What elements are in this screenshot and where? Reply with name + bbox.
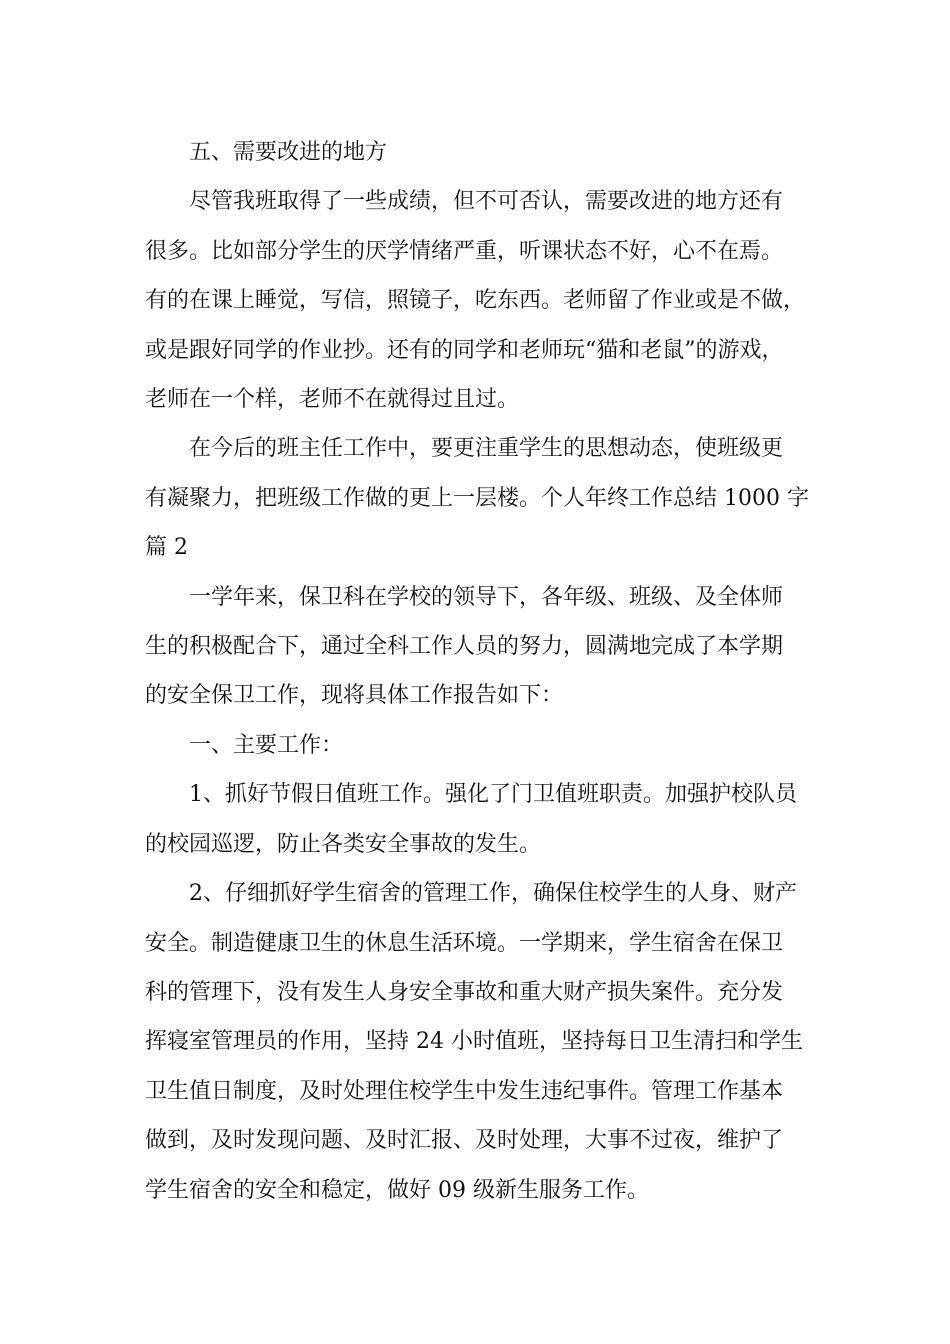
text-line: 1、抓好节假日值班工作。强化了门卫值班职责。加强护校队员 bbox=[189, 782, 797, 808]
text-line: 生的积极配合下，通过全科工作人员的努力，圆满地完成了本学期 bbox=[145, 634, 784, 660]
text-line: 安全。制造健康卫生的休息生活环境。一学期来，学生宿舍在保卫 bbox=[145, 930, 784, 956]
text-line: 篇 2 bbox=[145, 535, 188, 561]
section-heading-improvements bbox=[145, 128, 810, 177]
text-line: 有的在课上睡觉，写信，照镜子，吃东西。老师留了作业或是不做， bbox=[145, 288, 806, 314]
text-line: 老师在一个样，老师不在就得过且过。 bbox=[145, 387, 520, 413]
paragraph-item-2 bbox=[145, 869, 810, 1215]
text-line: 学生宿舍的安全和稳定，做好 09 级新生服务工作。 bbox=[145, 1177, 649, 1203]
text-line: 挥寝室管理员的作用，坚持 24 小时值班，坚持每日卫生清扫和学生 bbox=[145, 1029, 803, 1055]
text-line: 一学年来，保卫科在学校的领导下，各年级、班级、及全体师 bbox=[189, 584, 784, 610]
text-line: 一、主要工作： bbox=[189, 732, 344, 758]
text-line: 做到，及时发现问题、及时汇报、及时处理，大事不过夜，维护了 bbox=[145, 1128, 784, 1154]
text-line: 很多。比如部分学生的厌学情绪严重，听课状态不好，心不在焉。 bbox=[145, 238, 784, 264]
text-line: 或是跟好同学的作业抄。还有的同学和老师玩“猫和老鼠”的游戏， bbox=[145, 337, 784, 363]
paragraph-security-intro bbox=[145, 573, 810, 721]
section-heading-main-work bbox=[145, 721, 810, 770]
text-line: 五、需要改进的地方 bbox=[189, 140, 388, 165]
text-line: 科的管理下，没有发生人身安全事故和重大财产损失案件。充分发 bbox=[145, 979, 784, 1005]
text-line: 的安全保卫工作，现将具体工作报告如下： bbox=[145, 683, 564, 709]
paragraph-future-work bbox=[145, 424, 810, 572]
text-line: 的校园巡逻，防止各类安全事故的发生。 bbox=[145, 831, 542, 857]
text-line: 有凝聚力，把班级工作做的更上一层楼。个人年终工作总结 1000 字 bbox=[145, 485, 809, 511]
paragraph-shortcomings bbox=[145, 177, 810, 424]
paragraph-item-1 bbox=[145, 770, 810, 869]
text-line: 在今后的班主任工作中，要更注重学生的思想动态，使班级更 bbox=[189, 436, 784, 462]
text-line: 卫生值日制度，及时处理住校学生中发生违纪事件。管理工作基本 bbox=[145, 1078, 784, 1104]
text-line: 2、仔细抓好学生宿舍的管理工作，确保住校学生的人身、财产 bbox=[189, 881, 797, 907]
text-line: 尽管我班取得了一些成绩，但不可否认，需要改进的地方还有 bbox=[189, 189, 784, 215]
document-body bbox=[145, 128, 810, 1215]
